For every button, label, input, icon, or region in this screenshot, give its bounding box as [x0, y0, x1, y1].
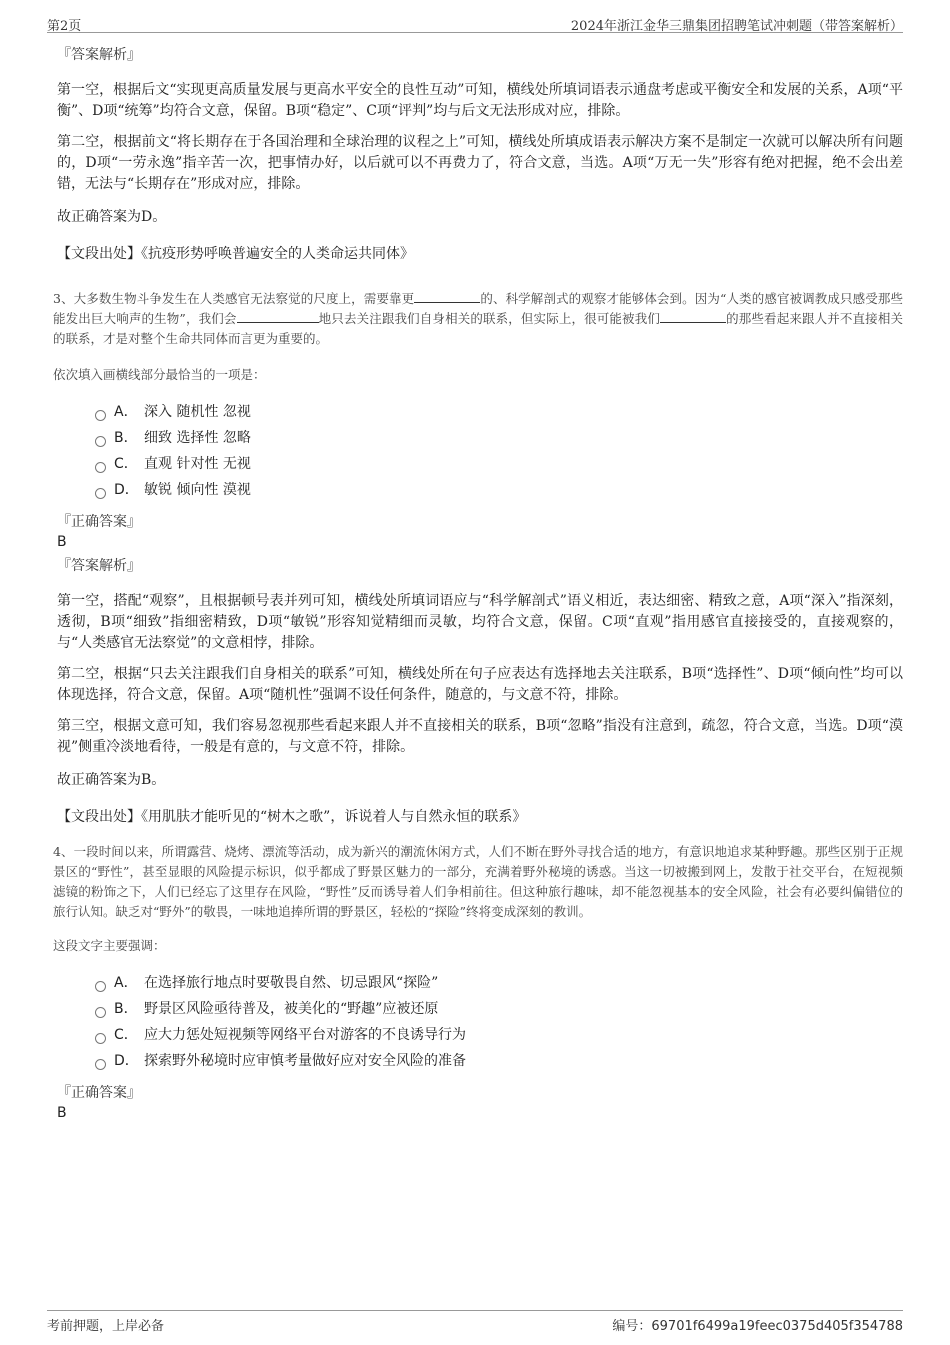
- radio-icon[interactable]: [95, 1059, 106, 1070]
- analysis-label: 『答案解析』: [57, 558, 141, 574]
- analysis-paragraph: 第二空，根据前文“将长期存在于各国治理和全球治理的议程之上”可知，横线处所填成语表示解决方案不是制定一次就可以解决所有问题的，D项“一劳永逸”指辛苦一次，把事情办好，以后就可以不再费力了，符合文意，当选。A项“万无一失”形容有绝对把握，绝不会出差错，无法与“长期存在”形成对应，排除。: [57, 134, 903, 192]
- radio-icon[interactable]: [95, 462, 106, 473]
- option-c[interactable]: C． 直观 针对性 无视: [95, 451, 903, 477]
- source-citation: 【文段出处】《用肌肤才能听见的“树木之歌”，诉说着人与自然永恒的联系》: [57, 809, 527, 825]
- option-c[interactable]: C． 应大力惩处短视频等网络平台对游客的不良诱导行为: [95, 1022, 903, 1048]
- source-citation: 【文段出处】《抗疫形势呼唤普遍安全的人类命运共同体》: [57, 246, 414, 262]
- question-prompt: 依次填入画横线部分最恰当的一项是：: [53, 367, 266, 382]
- radio-icon[interactable]: [95, 981, 106, 992]
- option-b[interactable]: B． 细致 选择性 忽略: [95, 425, 903, 451]
- correct-answer: B: [57, 534, 67, 550]
- radio-icon[interactable]: [95, 1007, 106, 1018]
- option-d[interactable]: D． 探索野外秘境时应审慎考量做好应对安全风险的准备: [95, 1048, 903, 1074]
- blank-line: [414, 289, 480, 303]
- correct-answer-label: 『正确答案』: [57, 514, 141, 530]
- radio-icon[interactable]: [95, 488, 106, 499]
- radio-icon[interactable]: [95, 1033, 106, 1044]
- analysis-paragraph: 第三空，根据文意可知，我们容易忽视那些看起来跟人并不直接相关的联系，B项“忽略”指没有注意到，疏忽，符合文意，当选。D项“漠视”侧重冷淡地看待，一般是有意的，与文意不符，排除。: [57, 718, 903, 755]
- option-d[interactable]: D． 敏锐 倾向性 漠视: [95, 477, 903, 503]
- page-content: [53, 44, 903, 1126]
- footer-slogan: 考前押题，上岸必备: [47, 1319, 165, 1334]
- analysis-label: 『答案解析』: [57, 47, 141, 63]
- page-footer: [47, 1310, 903, 1334]
- correct-answer-label: 『正确答案』: [57, 1085, 141, 1101]
- correct-answer: B: [57, 1105, 67, 1121]
- analysis-paragraph: 第二空，根据“只去关注跟我们自身相关的联系”可知，横线处所在句子应表达有选择地去关注联系，B项“选择性”、D项“倾向性”均可以体现选择，符合文意，保留。A项“随机性”强调不设任何条件，随意的，与文意不符，排除。: [57, 666, 903, 703]
- analysis-paragraph: 第一空，根据后文“实现更高质量发展与更高水平安全的良性互动”可知，横线处所填词语表示通盘考虑或平衡安全和发展的关系，A项“平衡”、D项“统筹”均符合文意，保留。B项“稳定”、C项“评判”均与后文无法形成对应，排除。: [57, 82, 903, 119]
- option-a[interactable]: A． 深入 随机性 忽视: [95, 399, 903, 425]
- serial-number: 编号：69701f6499a19feec0375d405f354788: [612, 1319, 903, 1334]
- question-3-text: 3、大多数生物斗争发生在人类感官无法察觉的尺度上，需要靠更 的、科学解剖式的观察才能够体会到。因为“人类的感官被调教成只感受那些能发出巨大响声的生物”，我们会 地只去关注跟我们自身相关的联系，但实际上，很可能被我们 的那些看起来跟人并不直接相关的联系，才是对整个生命共同体而言更为重要的。: [53, 291, 903, 346]
- option-list: [95, 399, 903, 503]
- question-prompt: 这段文字主要强调：: [53, 938, 166, 953]
- page-number: 第2页: [47, 19, 82, 34]
- conclusion: 故正确答案为D。: [57, 209, 167, 225]
- radio-icon[interactable]: [95, 436, 106, 447]
- option-b[interactable]: B． 野景区风险亟待普及，被美化的“野趣”应被还原: [95, 996, 903, 1022]
- question-4-text: 4、一段时间以来，所谓露营、烧烤、漂流等活动，成为新兴的潮流休闲方式，人们不断在野外寻找合适的地方，有意识地追求某种野趣。那些区别于正规景区的“野性”，甚至显眼的风险提示标识，似乎都成了野景区魅力的一部分，充满着野外秘境的诱惑。当这一切被搬到网上，发散于社交平台，在短视频滤镜的粉饰之下，人们已经忘了这里存在风险，“野性”反而诱导着人们争相前往。但这种旅行趣味，却不能忽视基本的安全风险，社会有必要纠偏错位的旅行认知。缺乏对“野外”的敬畏，一味地追捧所谓的野景区，轻松的“探险”终将变成深刻的教训。: [53, 844, 903, 919]
- option-a[interactable]: A． 在选择旅行地点时要敬畏自然、切忌跟风“探险”: [95, 970, 903, 996]
- radio-icon[interactable]: [95, 410, 106, 421]
- conclusion: 故正确答案为B。: [57, 772, 166, 788]
- page-header: [47, 12, 903, 33]
- blank-line: [237, 309, 319, 323]
- blank-line: [660, 309, 726, 323]
- document-title: 2024年浙江金华三鼎集团招聘笔试冲刺题（带答案解析）: [570, 19, 903, 34]
- analysis-paragraph: 第一空，搭配“观察”，且根据顿号表并列可知，横线处所填词语应与“科学解剖式”语义相近，表达细密、精致之意，A项“深入”指深刻，透彻，B项“细致”指细密精致，D项“敏锐”形容知觉精细而灵敏，均符合文意，保留。C项“直观”指用感官直接接受的，直接观察的，与“人类感官无法察觉”的文意相悖，排除。: [57, 593, 903, 651]
- option-list: [95, 970, 903, 1074]
